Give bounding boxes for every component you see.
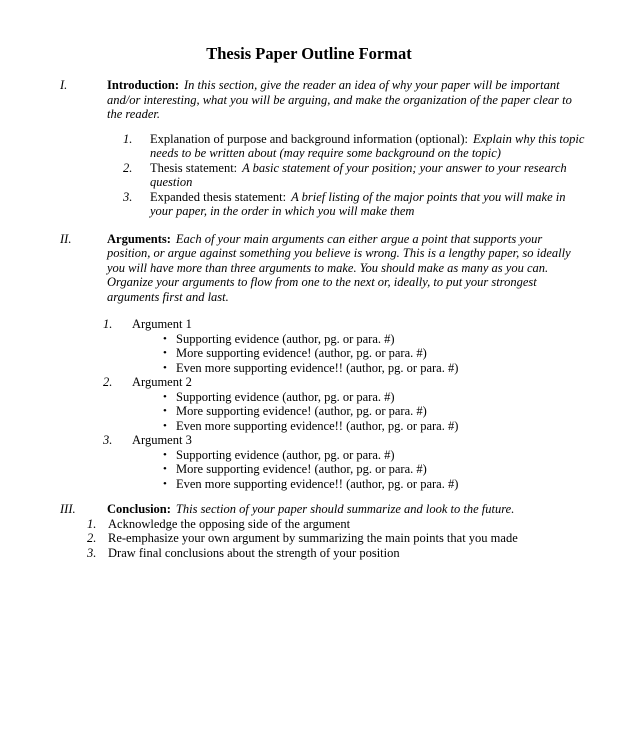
introduction-list xyxy=(0,132,618,219)
bullet-text: More supporting evidence! (author, pg. or para. #) xyxy=(176,462,427,476)
bullet-text: Even more supporting evidence!! (author, pg. or para. #) xyxy=(176,360,459,375)
bullet-icon: • xyxy=(163,390,167,403)
item-detail: Explain why this topic needs to be written about (may require some background on the topic) xyxy=(150,131,585,160)
bullet-icon: • xyxy=(163,361,167,374)
item-detail: A brief listing of the major points that you will make in your paper, in the order in which you will make them xyxy=(150,189,566,218)
item-number: 2. xyxy=(87,531,97,545)
argument-item xyxy=(0,375,618,390)
roman-numeral: III. xyxy=(60,502,76,516)
argument-title: Argument 2 xyxy=(132,375,192,389)
bullet-item xyxy=(0,346,618,361)
bullet-item xyxy=(0,390,618,405)
bullet-item xyxy=(0,361,618,376)
item-lead: Explanation of purpose and background information (optional): xyxy=(150,131,468,146)
section-label: Introduction: xyxy=(107,78,180,92)
item-text: Acknowledge the opposing side of the argument xyxy=(108,516,351,531)
item-detail: A basic statement of your position; your answer to your research question xyxy=(150,160,567,189)
bullet-item xyxy=(0,477,618,492)
section-label: Arguments: xyxy=(107,231,171,246)
bullet-item xyxy=(0,448,618,463)
section-description: This section of your paper should summarize and look to the future. xyxy=(175,502,515,516)
section-heading-text xyxy=(107,502,580,517)
section-arguments xyxy=(0,232,618,305)
arguments-list xyxy=(0,317,618,491)
bullet-icon: • xyxy=(163,463,167,475)
bullet-text: More supporting evidence! (author, pg. or para. #) xyxy=(176,346,427,360)
outline-item xyxy=(0,546,618,561)
section-introduction xyxy=(0,78,618,122)
bullet-icon: • xyxy=(163,419,167,432)
section-description: Each of your main arguments can either argue a point that supports your position, or argue against something you believe is wrong. This is a lengthy paper, so ideally you will have more than three arguments to make. You should make as many as you can. Organize your arguments to flow from one to the next or, ideally, to put your strongest arguments first and last. xyxy=(107,231,571,304)
section-heading-text xyxy=(107,232,580,305)
item-text: Draw final conclusions about the strength of your position xyxy=(108,545,400,560)
item-number: 3. xyxy=(103,433,113,447)
bullet-text: Supporting evidence (author, pg. or para. #) xyxy=(176,389,395,404)
item-number: 3. xyxy=(123,189,133,204)
section-label: Conclusion: xyxy=(107,502,171,516)
item-text xyxy=(150,190,587,219)
item-number: 1. xyxy=(87,516,97,531)
outline-item xyxy=(0,190,618,219)
bullet-text: Even more supporting evidence!! (author, pg. or para. #) xyxy=(176,418,459,433)
item-number: 3. xyxy=(87,545,97,560)
item-number: 2. xyxy=(123,160,133,175)
section-heading-text xyxy=(107,78,580,122)
item-lead: Expanded thesis statement: xyxy=(150,189,287,204)
bullet-text: More supporting evidence! (author, pg. or para. #) xyxy=(176,404,427,418)
bullet-icon: • xyxy=(163,332,167,345)
item-lead: Thesis statement: xyxy=(150,160,238,175)
argument-item xyxy=(0,433,618,448)
bullet-item xyxy=(0,404,618,419)
bullet-text: Even more supporting evidence!! (author, pg. or para. #) xyxy=(176,476,459,491)
bullet-item xyxy=(0,332,618,347)
outline-item xyxy=(0,161,618,190)
argument-title: Argument 1 xyxy=(132,317,192,331)
section-conclusion xyxy=(0,502,618,517)
bullet-icon: • xyxy=(163,405,167,417)
roman-numeral: I. xyxy=(60,78,68,92)
item-text xyxy=(150,132,587,161)
bullet-text: Supporting evidence (author, pg. or para. #) xyxy=(176,447,395,462)
item-text xyxy=(150,161,587,190)
section-description: In this section, give the reader an idea of why your paper will be important and/or interesting, what you will be arguing, and make the organization of the paper clear to the reader. xyxy=(107,78,572,121)
bullet-item xyxy=(0,462,618,477)
item-number: 1. xyxy=(103,317,113,331)
outline-item xyxy=(0,132,618,161)
bullet-text: Supporting evidence (author, pg. or para. #) xyxy=(176,331,395,346)
document-page xyxy=(0,44,618,731)
item-text: Re-emphasize your own argument by summarizing the main points that you made xyxy=(108,531,518,545)
roman-numeral: II. xyxy=(60,231,72,246)
conclusion-list xyxy=(0,517,618,561)
argument-title: Argument 3 xyxy=(132,433,192,447)
bullet-item xyxy=(0,419,618,434)
outline-item xyxy=(0,517,618,532)
item-number: 2. xyxy=(103,375,113,389)
page-title: Thesis Paper Outline Format xyxy=(206,44,412,63)
outline-item xyxy=(0,531,618,546)
bullet-icon: • xyxy=(163,477,167,490)
item-number: 1. xyxy=(123,131,133,146)
bullet-icon: • xyxy=(163,347,167,359)
argument-item xyxy=(0,317,618,332)
bullet-icon: • xyxy=(163,448,167,461)
